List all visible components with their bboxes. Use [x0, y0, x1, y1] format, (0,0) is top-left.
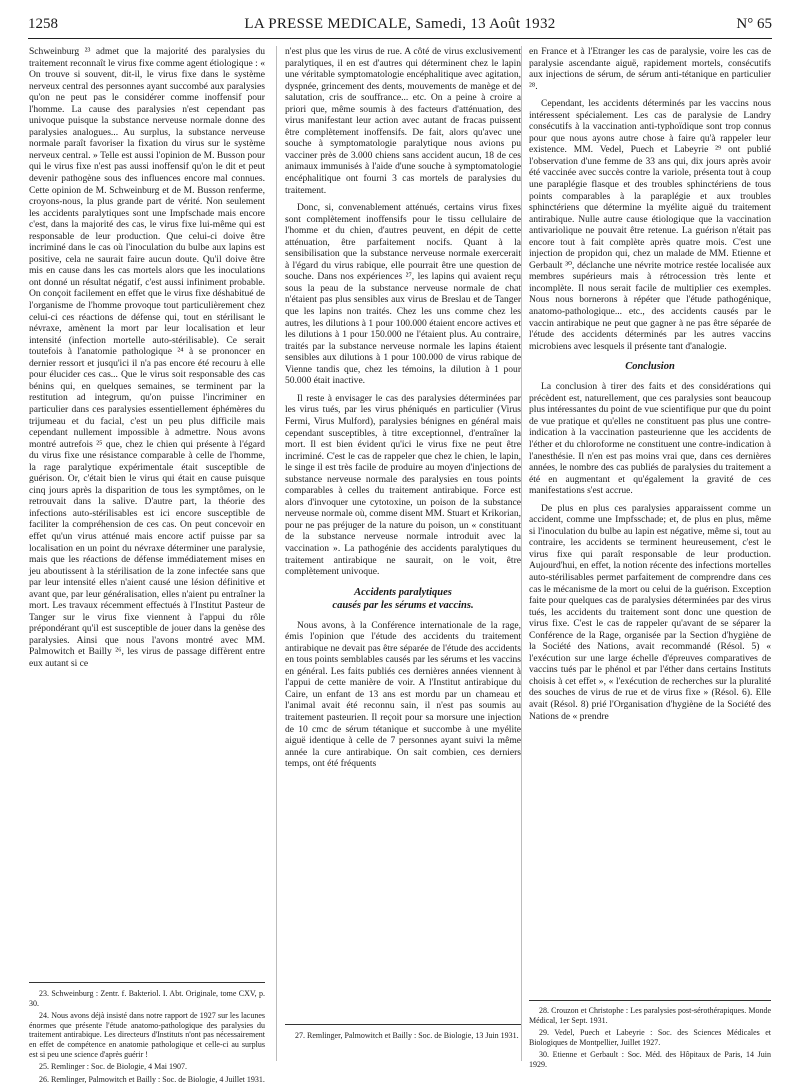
footnote: 28. Crouzon et Christophe : Les paralysies post-sérothérapiques. Monde Médical, 1er Sept. 1931. [529, 1006, 771, 1025]
issue-number: N° 65 [736, 16, 772, 32]
column-divider [276, 46, 277, 1061]
section-heading-line: causés par les sérums et vaccins. [332, 599, 474, 611]
issue-date: Samedi, 13 Août 1932 [415, 16, 556, 32]
footnote: 24. Nous avons déjà insisté dans notre rapport de 1927 sur les lacunes énormes que présente l'étude anatomo-pathologique des paralysies du traitement antirabique. Les directeurs d'Instituts n'ont pas nécessairement en effet de compétence en anatomie pathologique et celle-ci au surplus est si peu une science d'après guérir ! [29, 1011, 265, 1059]
column-2 [285, 46, 521, 770]
paragraph: Donc, si, convenablement atténués, certains virus fixes sont complètement inoffensifs pour le tissu cellulaire de l'homme et du chien, d'autres peuvent, en dépit de cette atténuation, être parfaitement nocifs. Quant à la sensibilisation que la substance nerveuse normale exercerait à l'égard du virus rabique, elle pourrait être une question de souche. Dans nos expériences ²⁷, les lapins qui avaient reçu sous la peau de la substance nerveuse normale de chat n'étaient pas plus sensibles aux virus de Breslau et de Tanger que les lapins non traités. Chez les uns comme chez les autres, les dilutions à 1 pour 100.000 étaient encore actives et les dilutions à 1 pour 150.000 ne l'étaient plus. Au contraire, traités par la substance nerveuse normale les lapins étaient sensibles aux dilutions à 1 pour 100.000 de virus rabique de Vienne tandis que, chez les témoins, la dilution à 1 pour 50.000 était inactive. [285, 202, 521, 387]
section-heading [285, 586, 521, 612]
footnote: 30. Etienne et Gerbault : Soc. Méd. des Hôpitaux de Paris, 14 Juin 1929. [529, 1050, 771, 1069]
footnote: 29. Vedel, Puech et Labeyrie : Soc. des Sciences Médicales et Biologiques de Montpellier, Juillet 1927. [529, 1028, 771, 1047]
footnote: 23. Schweinburg : Zentr. f. Bakteriol. I. Abt. Originale, tome CXV, p. 30. [29, 989, 265, 1008]
column-divider [521, 46, 522, 1061]
paragraph: Nous avons, à la Conférence internationale de la rage, émis l'opinion que l'étude des accidents du traitement antirabique ne devait pas être séparée de l'étude des accidents en tous points semblables causés par les sérums et les vaccins en général. Les faits publiés ces dernières années viennent à l'appui de cette manière de voir. A l'Institut antirabique du Caire, un enfant de 13 ans est mordu par un chameau et l'animal avait été reconnu sain, il n'est pas soumis au traitement pasteurien. Il reçoit pour sa morsure une injection de 10 cmc de sérum tétanique et succombe à une myélite aiguë identique à celle de 7 personnes ayant suivi la même année la cure antirabique. On sait combien, ces derniers temps, ont été fréquents [285, 619, 521, 770]
footnote-rule [29, 982, 265, 983]
conclusion-heading: Conclusion [625, 361, 675, 373]
page-number: 1258 [28, 16, 58, 32]
page-header [28, 16, 772, 39]
journal-title-line [28, 16, 772, 33]
paragraph: Schweinburg ²³ admet que la majorité des paralysies du traitement reconnaît le virus fixe comme agent étiologique : « On trouve si souvent, dit-il, le virus fixe dans le système nerveux central des personnes ayant succombé aux paralysies qu'on ne peut pas le considérer comme inoffensif pour l'homme. La cause des paralysies n'est cependant pas univoque puisque la substance nerveuse normale donne des paralysies analogues... Au surplus, la substance nerveuse normale paraît favoriser la fixation du virus sur le système nerveux central. » Telle est aussi l'opinion de M. Busson pour qui le virus fixe n'est pas aussi inoffensif qu'on le dit et peut devenir pathogène sous des influences encore mal connues. Cette opinion de M. Schweinburg et de M. Busson renferme, croyons-nous, la plus grande part de vérité. Non seulement les accidents paralytiques sont une Impfschade mais encore c'est, dans la majorité des cas, le virus fixe lui-même qui est responsable de leur production. Que celui-ci doive être incriminé dans le cas où l'inoculation du bulbe aux lapins est positive, cela ne saurait faire aucun doute. Qu'il doive être mis en cause dans les cas mortels alors que les inoculations ont donné un résultat négatif, c'est aussi infiniment probable. On conçoit facilement en effet que le virus fixe déshabitué de l'organisme de l'homme provoque tout particulièrement chez celui-ci ces réactions de défense qui, tout en stérilisant le névraxe, amènent la mort par leur localisation et leur intensité (infection mortelle auto-stérilisable). Ce serait toutefois à l'anatomie pathologique ²⁴ à se prononcer en dernier ressort et jusqu'ici il n'a pas encore été recouru à elle pour élucider ces cas... Que le virus soit responsable des cas bénins qui, en quelques semaines, se terminent par la restitution ad integrum, qu'on puisse l'incriminer en particulier dans ces paralysies essentiellement éphémères du trijumeau et du facial, c'est un peu plus difficile mais cependant nullement impossible à admettre. Nous avons montré autrefois ²⁵ que, chez le chien qui présente à l'égard du virus fixe une résistance comparable à celle de l'homme, la rage paralytique expérimentale était susceptible de guérison. Or, c'était bien le virus qui était en cause puisque cinq jours après la disparition de tous les symptômes, on le retrouvait dans la salive. D'autre part, la théorie des infections auto-stérilisables est ici encore susceptible de faciliter la compréhension de ces cas. On peut concevoir en effet qu'un virus atténué mais encore actif puisse par sa localisation en un point du névraxe déterminer une paralysie, mais que les réactions de défense immédiatement mises en jeu aboutissent à la stérilisation de la zone infectée sans que par leur intensité elles n'aient causé une lésion définitive et avant que, par leur généralisation, elles n'aient pu entraîner la mort. Les travaux récemment effectués à l'Institut Pasteur de Tanger sur le virus fixe viennent à l'appui du rôle prépondérant qu'il est susceptible de jouer dans la genèse des paralysies. Ainsi que nous l'avons montré avec MM. Palmowitch et Bailly ²⁶, les virus de passage diffèrent entre eux autant si ce [29, 46, 265, 669]
column-3 [529, 46, 771, 722]
footnotes-col2 [285, 1031, 521, 1044]
paragraph: Cependant, les accidents déterminés par les vaccins nous intéressent spécialement. Les cas de paralysie de Landry consécutifs à la vaccination anti-typhoïdique sont trop connus pour que nous ayons autre chose à faire qu'à rappeler leur existence. MM. Vedel, Puech et Labeyrie ²⁹ ont publié l'observation d'une femme de 33 ans qui, dix jours après avoir été vaccinée avec succès contre la variole, présenta tout à coup une paraplégie flasque et des troubles sphinctériens de tous points comparables à la paraplégie et aux troubles sphinctériens que détermine la myélite aiguë du traitement antirabique. Nulle autre cause étiologique que la vaccination antivariolique ne pouvait être retenue. La guérison n'était pas encore tout à fait complète après quatre mois. C'est une injection de propidon qui, chez un malade de MM. Etienne et Gerbault ³⁰, déclanche une névrite motrice restée localisée aux membres supérieurs mais à rétrocession très lente et incomplète. Il nous serait facile de multiplier ces exemples. Nous nous bornerons à répéter que l'étude pathogénique, anatomo-pathologique... etc., des accidents causés par le vaccin antirabique ne peut que gagner à ne pas être séparée de l'étude des accidents déterminés par les autres vaccins microbiens avec lesquels il présente tant d'analogie. [529, 98, 771, 352]
footnote-rule [285, 1024, 521, 1025]
paragraph: en France et à l'Etranger les cas de paralysie, voire les cas de paralysie ascendante aiguë, rapidement mortels, consécutifs aux injections de sérum, de sérum anti-tétanique en particulier ²⁸. [529, 46, 771, 92]
section-heading-line: Accidents paralytiques [354, 586, 452, 598]
footnotes-col3 [529, 1006, 771, 1073]
footnotes-col1 [29, 989, 265, 1087]
footnote: 27. Remlinger, Palmowitch et Bailly : Soc. de Biologie, 13 Juin 1931. [295, 1031, 519, 1040]
column-1 [29, 46, 265, 670]
footnote-rule [529, 1000, 771, 1001]
paragraph: n'est plus que les virus de rue. A côté de virus exclusivement paralytiques, il en est d'autres qui déterminent chez le lapin une véritable symptomatologie encéphalitique avec agitation, dyspnée, grincement des dents, mouvements de manège et de salutation, cris de souffrance... etc. On a peine à croire a priori que, même soumis à des facteurs d'atténuation, des virus manifestant leur action avec autant de fracas puissent être complètement inoffensifs. De fait, alors qu'avec une souche à symptomatologie paralytique nous avions pu vacciner près de 3.000 chiens sans accident aucun, 18 de ces animaux immunisés à l'aide d'une souche à symptomatologie encéphalitique ont fourni 3 cas mortels de paralysies du traitement. [285, 46, 521, 196]
footnote: 26. Remlinger, Palmowitch et Bailly : Soc. de Biologie, 4 Juillet 1931. [39, 1074, 265, 1084]
footnote: 25. Remlinger : Soc. de Biologie, 4 Mai 1907. [39, 1062, 187, 1072]
journal-name: LA PRESSE MEDICALE, [244, 16, 412, 32]
paragraph: Il reste à envisager le cas des paralysies déterminées par les virus tués, par les virus phéniqués en particulier (Virus Fermi, Virus Mulford), paralysies bénignes en général mais cependant susceptibles, à titre exceptionnel, d'entraîner la mort. Il est bien évident qu'ici le virus fixe ne peut être incriminé. C'est le cas de rappeler que chez le chien, le lapin, le singe il est très facile de produire au moyen d'injections de substance nerveuse normale des paralysies en tous points comparables à celles du traitement antirabique. Force est alors d'invoquer une cytotoxine, un poison de la substance nerveuse normale où, comme disent MM. Stuart et Krikorian, pour ne pas préjuger de la nature du poison, un « constituant de la substance nerveuse normale introduit avec la vaccination ». La pathogénie des accidents paralytiques du traitement antirabique ne saurait, on le voit, être complètement univoque. [285, 392, 521, 578]
paragraph: De plus en plus ces paralysies apparaissent comme un accident, comme une Impfsschade; et, de plus en plus, même si l'inoculation du bulbe au lapin est négative, même si, tout au contraire, les accidents se terminent heureusement, c'est le virus fixe qui paraît responsable de leur production. Aujourd'hui, en effet, la notion récente des infections mortelles auto-stérilisables permet parfaitement de comprendre dans ces cas le mécanisme de la mort ou celui de la guérison. Exception faite pour quelques cas de paralysies déterminées par des virus tués, les accidents du traitement sont donc une question de virus fixe. C'est le cas de rappeler qu'avant de se séparer la Conférence de la Rage, organisée par la Section d'hygiène de la Société des Nations, avait recommandé (Résol. 5) « l'exécution sur une large échelle d'épreuves comparatives de vaccins tués par le phénol et par l'éther dans certains Instituts choisis à cet effet », « l'exécution de recherches sur la pluralité des souches de virus de rue et de virus fixe » (Résol. 6). Elle avait (Résol. 8) prié l'Organisation d'hygiène de la Société des Nations de « prendre [529, 502, 771, 722]
paragraph: La conclusion à tirer des faits et des considérations qui précèdent est, naturellement, que ces paralysies sont beaucoup plus intéressantes du point de vue scientifique pur que du point de vue pratique et qu'elles ne constituent pas plus une contre-indication à la vaccination pasteurienne que les accidents de l'éther et du chloroforme ne constituent une contre-indication à l'anesthésie. Il n'en est pas moins vrai que, dans ces dernières années, le nombre des cas publiés de paralysies du traitement a été en augmentant et qu'également la gravité de ces manifestations s'est accrue. [529, 381, 771, 497]
